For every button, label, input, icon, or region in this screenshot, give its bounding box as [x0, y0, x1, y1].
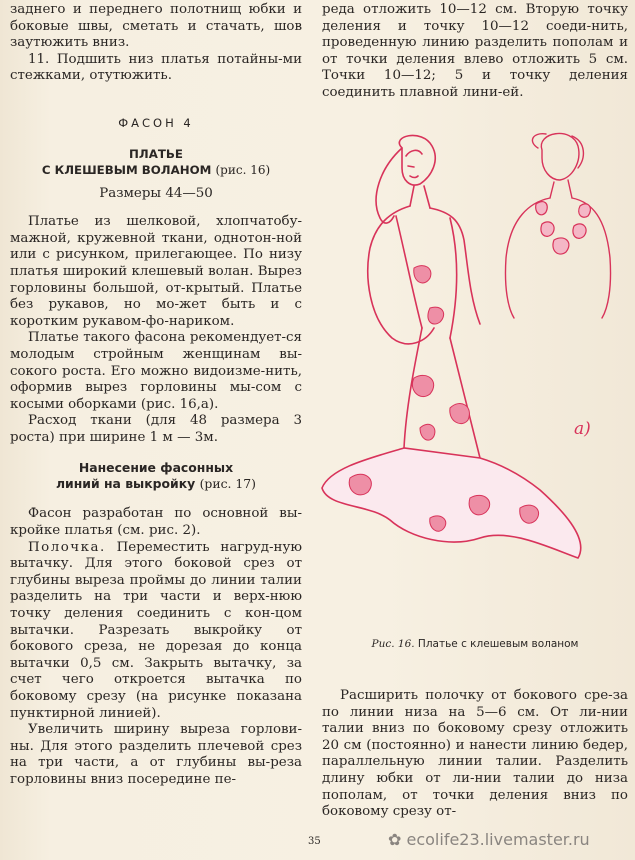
- left-paragraph-7: [10, 540, 302, 723]
- neck: [410, 186, 430, 208]
- right-column-top: [322, 2, 628, 102]
- ruffle-3: [579, 204, 591, 217]
- subheading-text: линий на выкройку: [55, 476, 196, 492]
- dress-illustration: [310, 128, 628, 628]
- left-paragraph-8: Увеличить ширину выреза горлови-ны. Для этого разделить плечевой срез на три части, а от глубины вы-реза горловины вниз посередине пе-: [10, 722, 302, 787]
- second-neck: [550, 180, 572, 198]
- left-paragraph-6: Фасон разработан по основной вы-кройке платья (см. рис. 2).: [10, 506, 302, 539]
- left-paragraph-1: заднего и переднего полотнищ юбки и боковые швы, сметать и стачать, шов заутюжить вниз.: [10, 2, 302, 51]
- subheading-line-2: [10, 476, 302, 492]
- left-paragraph-2: 11. Подшить низ платья потайны-ми стежками, отутюжить.: [10, 51, 302, 84]
- dress-title: [10, 146, 302, 178]
- flower-6: [349, 474, 371, 495]
- left-paragraph-4: Платье такого фасона рекомендует-ся молодым стройным женщинам вы-сокого роста. Его можно видоизме-нить, оформив вырез горловины мы-сом с косыми оборками (рис. 16,а).: [10, 330, 302, 412]
- flower-2: [428, 307, 444, 324]
- caption-number: Рис. 16.: [371, 638, 415, 650]
- flower-5: [420, 424, 435, 440]
- left-paragraph-5: Расход ткани (для 48 размера 3 роста) при ширине 1 м — 3м.: [10, 413, 302, 445]
- right-paragraph-2: Расширить полочку от бокового сре-за по линии низа на 5—6 см. От ли-нии талии вниз по боковому срезу отложить 20 см (постоянно) и нанести линию бедер, параллельную линии талии. Разделить длину юбки от ли-нии талии до низа пополам, от точки деления вниз по боковому срезу от-: [322, 688, 628, 820]
- ruffled-collar: [536, 202, 591, 255]
- sizes-line: Размеры 44—50: [99, 185, 213, 201]
- second-figure: [505, 134, 610, 318]
- polochka-lead: Полочка.: [28, 539, 106, 555]
- flower-4: [450, 404, 470, 424]
- ruffle-4: [573, 224, 586, 238]
- flower-1: [414, 266, 431, 283]
- ruffle-2: [541, 222, 554, 236]
- section-subheading: [10, 460, 302, 492]
- subheading-figure-ref: (рис. 17): [199, 476, 257, 492]
- dress-title-line-2: [10, 162, 302, 178]
- ruffle-1: [536, 202, 548, 215]
- caption-text: Платье с клешевым воланом: [414, 638, 579, 650]
- head-outline: [399, 135, 435, 185]
- dress-title-figure-ref: (рис. 16): [215, 162, 271, 177]
- dress-title-line-1: ПЛАТЬЕ: [129, 146, 183, 161]
- dress-title-text: С КЛЕШЕВЫМ ВОЛАНОМ: [41, 162, 212, 177]
- figure-label-a: а): [574, 419, 591, 439]
- ruffle-5: [553, 238, 569, 254]
- figure-caption: [322, 638, 628, 650]
- flower-8: [520, 505, 539, 523]
- second-right-side: [572, 198, 611, 318]
- left-paragraph-3: Платье из шелковой, хлопчатобу-мажной, кружевной ткани, однотон-ной или с рисунком, прилегающее. По низу платья широкий клешевый волан. Вырез горловины большой, от-крытый. Платье без рукавов, но мо-жет быть и с коротким рукавом-фо-нариком.: [10, 214, 302, 329]
- second-head: [541, 134, 579, 180]
- second-left-side: [505, 198, 550, 318]
- polochka-text: Переместить нагруд-ную вытачку. Для этого боковой срез от глубины выреза проймы до линии талии разделить на три части и верх-нюю точку деления соединить с кон-цом вытачки. Разрезать выкройку от бокового среза, не дорезая до конца вытачки 0,5 см. Закрыть вытачку, за счет чего откроется вытачка по боковому срезу (на рисунке показана пунктирной линией).: [10, 539, 302, 721]
- subheading-line-1: Нанесение фасонных: [78, 460, 234, 476]
- flounce: [322, 448, 581, 558]
- second-hair: [532, 134, 583, 168]
- face-lines: [406, 150, 422, 177]
- watermark: ✿ ecolife23.livemaster.ru: [388, 830, 590, 849]
- right-paragraph-1: реда отложить 10—12 см. Вторую точку деления и точку 10—12 соеди-нить, проведенную линию разделить пополам и от точки деления влево отложить 5 см. Точки 10—12; 5 и точку деления соединить плавной лини-ей.: [322, 2, 628, 100]
- hair-left: [376, 148, 402, 223]
- left-column: [10, 2, 302, 789]
- fason-heading: ФАСОН 4: [118, 115, 194, 130]
- flower-7: [469, 495, 490, 514]
- page-number: 35: [308, 836, 321, 847]
- flower-3: [412, 375, 433, 396]
- right-column-bottom: [322, 688, 628, 821]
